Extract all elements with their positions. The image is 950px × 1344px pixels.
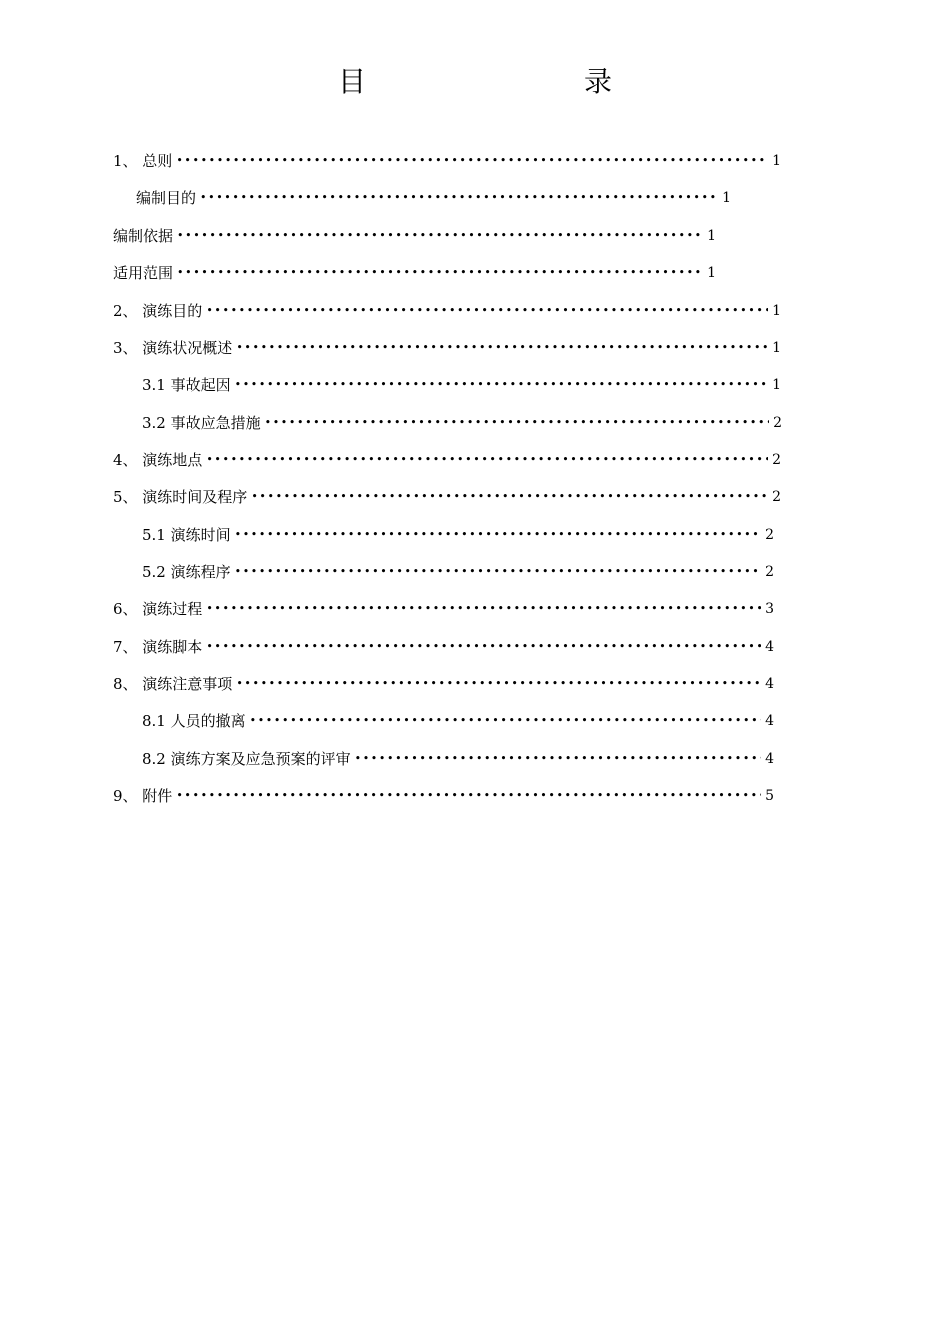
toc-entry[interactable] xyxy=(113,445,781,475)
toc-entry[interactable] xyxy=(113,146,781,176)
toc-entry[interactable] xyxy=(113,632,774,662)
toc-entry[interactable] xyxy=(142,408,782,438)
toc-entry-page-number: 3 xyxy=(765,601,774,617)
toc-dot-leader xyxy=(265,408,769,438)
toc-entry-page-number: 1 xyxy=(722,190,731,206)
toc-entry[interactable] xyxy=(142,370,781,400)
toc-dot-leader xyxy=(206,632,761,662)
toc-entry-label: 2、 演练目的 xyxy=(113,296,206,326)
toc-entry[interactable] xyxy=(142,520,774,550)
toc-dot-leader xyxy=(176,781,761,811)
toc-entry-page-number: 4 xyxy=(765,639,774,655)
toc-entry-label: 8、 演练注意事项 xyxy=(113,669,236,699)
toc-entry-page-number: 2 xyxy=(772,489,781,505)
toc-dot-leader xyxy=(177,221,703,251)
toc-dot-leader xyxy=(236,333,768,363)
toc-entry-label: 1、 总则 xyxy=(113,146,176,176)
toc-entry-page-number: 4 xyxy=(765,676,774,692)
toc-dot-leader xyxy=(355,744,761,774)
toc-entry-page-number: 1 xyxy=(772,377,781,393)
toc-entry[interactable] xyxy=(113,482,781,512)
toc-entry-page-number: 2 xyxy=(765,564,774,580)
toc-entry-label: 6、 演练过程 xyxy=(113,594,206,624)
toc-entry-page-number: 2 xyxy=(773,415,782,431)
toc-dot-leader xyxy=(206,445,768,475)
toc-entry-label: 4、 演练地点 xyxy=(113,445,206,475)
toc-entry-label: 3.1 事故起因 xyxy=(142,370,235,400)
toc-dot-leader xyxy=(235,370,768,400)
toc-dot-leader xyxy=(206,296,768,326)
toc-dot-leader xyxy=(235,557,761,587)
toc-title: 目 录 xyxy=(337,65,666,98)
toc-dot-leader xyxy=(206,594,761,624)
toc-dot-leader xyxy=(176,146,768,176)
toc-entry-label: 适用范围 xyxy=(113,258,177,288)
toc-entry-label: 9、 附件 xyxy=(113,781,176,811)
toc-entry-label: 3、 演练状况概述 xyxy=(113,333,236,363)
toc-entry-page-number: 1 xyxy=(707,265,716,281)
toc-entry-page-number: 4 xyxy=(765,713,774,729)
toc-entry-label: 8.2 演练方案及应急预案的评审 xyxy=(142,744,355,774)
toc-entry[interactable] xyxy=(113,258,716,288)
toc-entry-page-number: 1 xyxy=(772,340,781,356)
toc-entry-label: 5.1 演练时间 xyxy=(142,520,235,550)
toc-entry-page-number: 4 xyxy=(765,751,774,767)
toc-dot-leader xyxy=(235,520,761,550)
toc-dot-leader xyxy=(251,482,768,512)
toc-entry-page-number: 2 xyxy=(772,452,781,468)
toc-entry-label: 编制依据 xyxy=(113,221,177,251)
toc-entry[interactable] xyxy=(113,594,774,624)
toc-entry-page-number: 1 xyxy=(772,153,781,169)
toc-entry-page-number: 1 xyxy=(772,303,781,319)
toc-dot-leader xyxy=(236,669,761,699)
toc-entry[interactable] xyxy=(113,669,774,699)
toc-entry-label: 5、 演练时间及程序 xyxy=(113,482,251,512)
toc-entry-label: 编制目的 xyxy=(136,183,200,213)
toc-entry[interactable] xyxy=(113,296,781,326)
toc-entry[interactable] xyxy=(136,183,731,213)
toc-entry-label: 3.2 事故应急措施 xyxy=(142,408,265,438)
toc-entry-page-number: 5 xyxy=(765,788,774,804)
toc-dot-leader xyxy=(177,258,703,288)
toc-dot-leader xyxy=(250,706,761,736)
toc-entry[interactable] xyxy=(142,706,774,736)
toc-entry[interactable] xyxy=(113,221,716,251)
toc-entry-label: 7、 演练脚本 xyxy=(113,632,206,662)
toc-entry-label: 5.2 演练程序 xyxy=(142,557,235,587)
toc-dot-leader xyxy=(200,183,718,213)
toc-entry[interactable] xyxy=(142,557,774,587)
toc-entry-label: 8.1 人员的撤离 xyxy=(142,706,250,736)
toc-entry[interactable] xyxy=(113,781,774,811)
toc-entry[interactable] xyxy=(142,744,774,774)
toc-entry-page-number: 1 xyxy=(707,228,716,244)
toc-entry-page-number: 2 xyxy=(765,527,774,543)
toc-entry[interactable] xyxy=(113,333,781,363)
